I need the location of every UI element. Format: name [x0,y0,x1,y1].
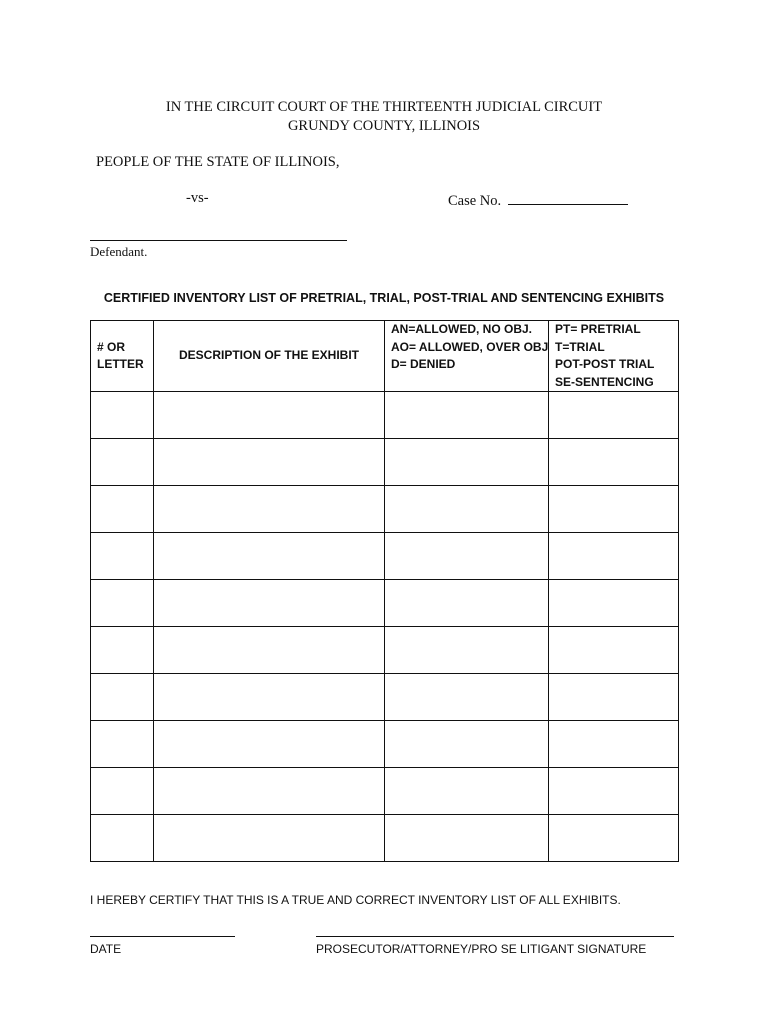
exhibit-description-cell[interactable] [154,392,385,439]
versus-label: -vs- [186,190,209,206]
header-description-text: DESCRIPTION OF THE EXHIBIT [178,348,359,363]
exhibit-description-cell[interactable] [154,721,385,768]
header-ruling [385,321,549,392]
exhibit-ruling-cell[interactable] [385,580,549,627]
header-number-line: LETTER [97,357,144,371]
defendant-label: Defendant. [90,244,148,259]
case-number-label: Case No. [448,193,502,209]
exhibit-stage-cell[interactable] [549,768,679,815]
exhibit-number-cell[interactable] [91,580,154,627]
exhibit-ruling-cell[interactable] [385,392,549,439]
header-ruling-line: AO= ALLOWED, OVER OBJ [391,339,549,354]
header-number-line: # OR [97,339,126,354]
date-label: DATE [90,942,122,956]
case-number-blank[interactable] [508,190,628,205]
exhibit-number-cell[interactable] [91,392,154,439]
table-row [91,486,679,533]
table-row [91,439,679,486]
table-row [91,815,679,862]
exhibit-ruling-cell[interactable] [385,486,549,533]
table-row [91,674,679,721]
exhibit-number-cell[interactable] [91,533,154,580]
exhibit-stage-cell[interactable] [549,486,679,533]
table-row [91,721,679,768]
exhibit-number-cell[interactable] [91,627,154,674]
exhibit-number-cell[interactable] [91,439,154,486]
exhibit-stage-cell[interactable] [549,627,679,674]
header-number [91,321,154,392]
header-stage-line: SE-SENTENCING [555,374,654,389]
header-stage [549,321,679,392]
exhibit-stage-cell[interactable] [549,721,679,768]
plaintiff-name: PEOPLE OF THE STATE OF ILLINOIS, [96,154,340,170]
exhibit-description-cell[interactable] [154,627,385,674]
signature-label: PROSECUTOR/ATTORNEY/PRO SE LITIGANT SIGNATURE [316,942,647,956]
exhibit-description-cell[interactable] [154,533,385,580]
date-line[interactable] [90,936,235,937]
case-number-field[interactable] [448,190,628,210]
exhibit-ruling-cell[interactable] [385,768,549,815]
exhibit-ruling-cell[interactable] [385,674,549,721]
table-header-row [91,321,679,392]
exhibit-ruling-cell[interactable] [385,439,549,486]
exhibit-ruling-cell[interactable] [385,627,549,674]
signature-line[interactable] [316,936,674,937]
exhibit-stage-cell[interactable] [549,439,679,486]
exhibit-description-cell[interactable] [154,439,385,486]
exhibit-ruling-cell[interactable] [385,533,549,580]
exhibit-stage-cell[interactable] [549,392,679,439]
exhibit-description-cell[interactable] [154,768,385,815]
exhibit-number-cell[interactable] [91,674,154,721]
county-name: GRUNDY COUNTY, ILLINOIS [287,118,481,134]
header-stage-line: PT= PRETRIAL [555,322,641,336]
exhibit-stage-cell[interactable] [549,533,679,580]
exhibit-table [90,320,679,862]
header-ruling-line: AN=ALLOWED, NO OBJ. [391,322,533,336]
header-stage-line: POT-POST TRIAL [555,357,655,371]
exhibit-description-cell[interactable] [154,486,385,533]
exhibit-number-cell[interactable] [91,815,154,862]
exhibit-description-cell[interactable] [154,815,385,862]
exhibit-stage-cell[interactable] [549,580,679,627]
exhibit-ruling-cell[interactable] [385,815,549,862]
exhibit-stage-cell[interactable] [549,674,679,721]
table-row [91,768,679,815]
table-row [91,627,679,674]
exhibit-description-cell[interactable] [154,580,385,627]
table-row [91,580,679,627]
exhibit-number-cell[interactable] [91,721,154,768]
table-row [91,392,679,439]
header-description [154,321,385,392]
defendant-name-line[interactable] [90,240,347,241]
exhibit-ruling-cell[interactable] [385,721,549,768]
form-title: CERTIFIED INVENTORY LIST OF PRETRIAL, TRIAL, POST-TRIAL AND SENTENCING EXHIBITS [103,291,665,305]
court-heading [0,98,768,136]
table-row [91,533,679,580]
exhibit-number-cell[interactable] [91,768,154,815]
header-ruling-line: D= DENIED [391,357,456,371]
court-name: IN THE CIRCUIT COURT OF THE THIRTEENTH JUDICIAL CIRCUIT [165,99,603,115]
certification-statement: I HEREBY CERTIFY THAT THIS IS A TRUE AND CORRECT INVENTORY LIST OF ALL EXHIBITS. [90,893,621,907]
exhibit-stage-cell[interactable] [549,815,679,862]
exhibit-number-cell[interactable] [91,486,154,533]
header-stage-line: T=TRIAL [555,339,605,354]
exhibit-description-cell[interactable] [154,674,385,721]
